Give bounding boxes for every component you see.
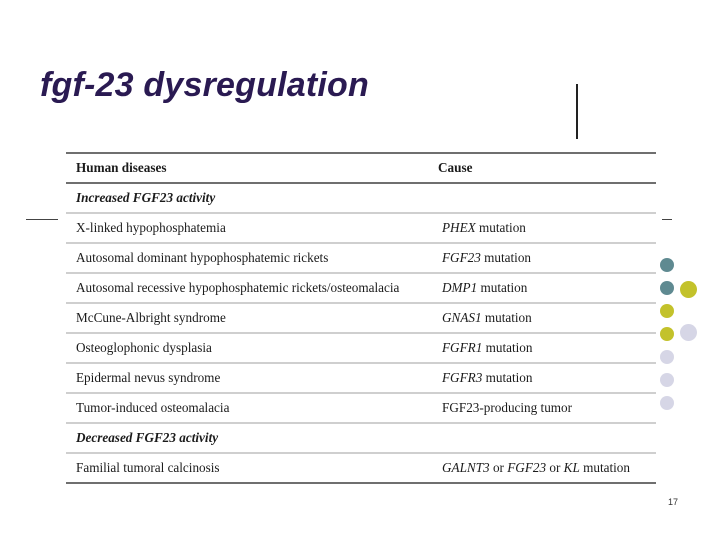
table-section-row	[66, 423, 656, 453]
cause-text: mutation	[480, 250, 532, 265]
gene-name: DMP1	[442, 280, 478, 295]
cause-text: or	[489, 460, 508, 475]
dot-teal-1	[660, 258, 674, 272]
dot-yellow-1	[660, 304, 674, 318]
cause-text: mutation	[482, 340, 533, 355]
page-number: 17	[668, 497, 679, 507]
horizontal-rule-right	[662, 219, 672, 220]
dot-yellow-2	[660, 327, 674, 341]
dot-yellow-big	[680, 281, 697, 298]
dot-lavender-3	[660, 396, 674, 410]
cause-cell	[428, 213, 656, 243]
disease-cell: Epidermal nevus syndrome	[66, 363, 428, 393]
disease-cell: McCune-Albright syndrome	[66, 303, 428, 333]
cause-text: FGF23-producing tumor	[442, 400, 573, 415]
cause-cell	[428, 183, 656, 213]
disease-cell: Autosomal recessive hypophosphatemic rickets/osteomalacia	[66, 273, 428, 303]
cause-text: mutation	[579, 460, 630, 475]
cause-cell	[428, 423, 656, 453]
cause-text: mutation	[481, 310, 532, 325]
header-human-diseases: Human diseases	[66, 153, 428, 183]
table-section-row	[66, 183, 656, 213]
cause-cell	[428, 453, 656, 483]
table-header-row	[66, 153, 656, 183]
disease-cell: Autosomal dominant hypophosphatemic rickets	[66, 243, 428, 273]
disease-cell: Osteoglophonic dysplasia	[66, 333, 428, 363]
section-label: Increased FGF23 activity	[66, 183, 428, 213]
dot-lavender-2	[660, 373, 674, 387]
table-row	[66, 333, 656, 363]
cause-text: mutation	[482, 370, 533, 385]
table-row	[66, 243, 656, 273]
table-row	[66, 273, 656, 303]
gene-name: PHEX	[442, 220, 476, 235]
cause-text: mutation	[477, 280, 528, 295]
decorative-dots	[660, 258, 710, 408]
vertical-divider	[576, 84, 578, 139]
gene-name: FGFR1	[442, 340, 483, 355]
disease-cell: Tumor-induced osteomalacia	[66, 393, 428, 423]
disease-cell: X-linked hypophosphatemia	[66, 213, 428, 243]
gene-name: GALNT3	[442, 460, 490, 475]
cause-cell	[428, 243, 656, 273]
cause-text: mutation	[475, 220, 526, 235]
dot-lavender-big	[680, 324, 697, 341]
table-row	[66, 363, 656, 393]
table-row	[66, 213, 656, 243]
horizontal-rule-left	[26, 219, 58, 220]
header-cause: Cause	[428, 153, 656, 183]
disease-cause-table	[66, 152, 656, 484]
cause-cell	[428, 393, 656, 423]
table-row	[66, 303, 656, 333]
gene-name: FGF23	[442, 250, 481, 265]
cause-cell	[428, 363, 656, 393]
gene-name: GNAS1	[442, 310, 482, 325]
disease-cell: Familial tumoral calcinosis	[66, 453, 428, 483]
gene-name: FGF23	[507, 460, 547, 475]
dot-lavender-1	[660, 350, 674, 364]
dot-teal-2	[660, 281, 674, 295]
cause-text: or	[546, 460, 564, 475]
section-label: Decreased FGF23 activity	[66, 423, 428, 453]
gene-name: KL	[563, 460, 580, 475]
cause-cell	[428, 303, 656, 333]
cause-cell	[428, 333, 656, 363]
gene-name: FGFR3	[442, 370, 483, 385]
fgf23-disease-table	[66, 152, 656, 475]
slide-title: fgf-23 dysregulation	[40, 66, 369, 104]
cause-cell	[428, 273, 656, 303]
table-row	[66, 453, 656, 483]
table-row	[66, 393, 656, 423]
